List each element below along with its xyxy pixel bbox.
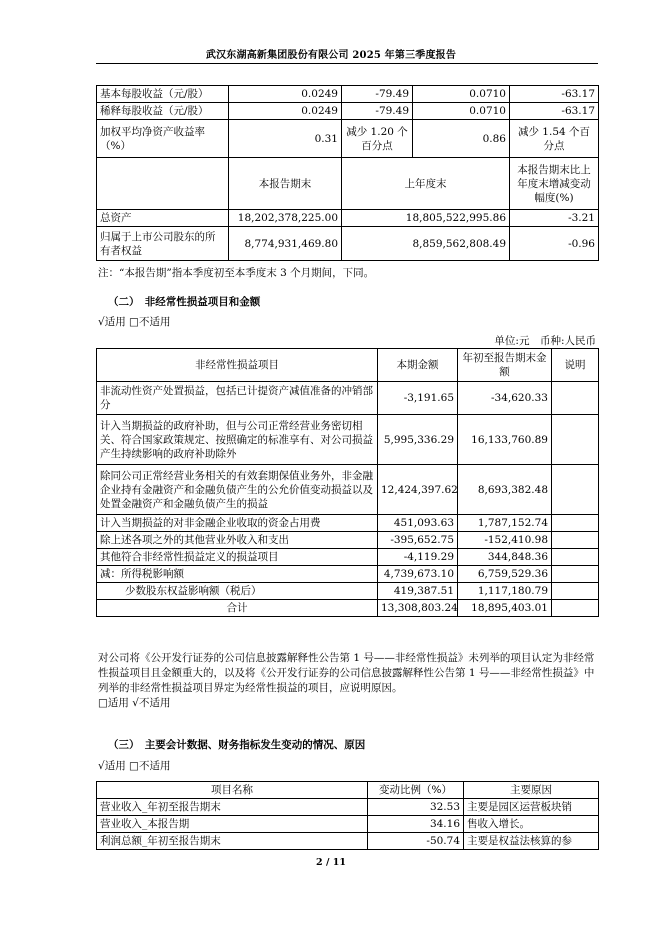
row-label: 加权平均净资产收益率（%） — [97, 120, 229, 158]
item-cell: 减：所得税影响额 — [97, 566, 378, 583]
empty-cell — [552, 532, 599, 549]
cell-value: 32.53 — [368, 799, 464, 816]
cell-value: 4,739,673.10 — [378, 566, 458, 583]
table-header-row — [97, 349, 599, 382]
cell-value: -3.21 — [510, 210, 599, 227]
column-header: 本期金额 — [378, 349, 458, 382]
cell-value: -63.17 — [510, 103, 599, 120]
cell-value: 8,774,931,469.80 — [229, 227, 342, 261]
empty-cell — [552, 465, 599, 515]
cell-value: 18,805,522,995.86 — [342, 210, 510, 227]
item-cell: 除同公司正常经营业务相关的有效套期保值业务外，非金融企业持有金融资产和金融负债产生的公允价值变动损益以及处置金融资产和金融负债产生的损益 — [97, 465, 378, 515]
empty-cell — [552, 583, 599, 600]
row-label: 稀释每股收益（元/股） — [97, 103, 229, 120]
cell-value: -3,191.65 — [378, 382, 458, 415]
page-header-title: 武汉东湖高新集团股份有限公司 2025 年第三季度报告 — [205, 50, 457, 61]
column-header: 本报告期末 — [229, 158, 342, 210]
item-cell: 计入当期损益的对非金融企业收取的资金占用费 — [97, 515, 378, 532]
cell-value: 1,117,180.79 — [458, 583, 552, 600]
cell-value: 344,848.36 — [458, 549, 552, 566]
cell-value: -63.17 — [510, 86, 599, 103]
item-cell: 利润总额_年初至报告期末 — [97, 833, 368, 850]
cell-value: -395,652.75 — [378, 532, 458, 549]
section-title-changes: （三） 主要会计数据、财务指标发生变动的情况、原因 — [108, 739, 366, 751]
table-header-row — [97, 158, 599, 210]
table-row — [97, 382, 599, 415]
column-header: 变动比例（%） — [368, 782, 464, 799]
cell-value: -34,620.33 — [458, 382, 552, 415]
reason-cell: 售收入增长。 — [464, 816, 599, 833]
table-row — [97, 583, 599, 600]
empty-cell — [552, 600, 599, 617]
empty-cell — [552, 515, 599, 532]
column-header: 非经常性损益项目 — [97, 349, 378, 382]
cell-value: -4,119.29 — [378, 549, 458, 566]
cell-value: 0.86 — [413, 120, 510, 158]
table-row — [97, 120, 599, 158]
table-row — [97, 532, 599, 549]
cell-value: 1,787,152.74 — [458, 515, 552, 532]
cell-value: -152,410.98 — [458, 532, 552, 549]
cell-value: 减少 1.20 个百分点 — [342, 120, 413, 158]
item-cell: 合计 — [97, 600, 378, 617]
cell-value: 5,995,336.29 — [378, 415, 458, 465]
cell-value: 34.16 — [368, 816, 464, 833]
empty-cell — [552, 566, 599, 583]
empty-cell — [552, 415, 599, 465]
cell-value: -79.49 — [342, 103, 413, 120]
cell-value: 419,387.51 — [378, 583, 458, 600]
table-row — [97, 103, 599, 120]
cell-value: 0.0249 — [229, 86, 342, 103]
applicability-check-3: √适用 □不适用 — [98, 760, 171, 772]
table-total-row — [97, 600, 599, 617]
cell-value: 12,424,397.62 — [378, 465, 458, 515]
cell-value: 16,133,760.89 — [458, 415, 552, 465]
item-cell: 计入当期损益的政府补助，但与公司正常经营业务密切相关、符合国家政策规定、按照确定的标准享有、对公司损益产生持续影响的政府补助除外 — [97, 415, 378, 465]
explanation-paragraph: 对公司将《公开发行证券的公司信息披露解释性公告第 1 号——非经常性损益》未列举的项目认定为非经常性损益项目且金额重大的，以及将《公开发行证券的公司信息披露解释性公告第 1 号——非经常性损益》中列举的非经常性损益项目界定为经常性损益的项目，应说明原因。 — [98, 652, 595, 694]
cell-value: 13,308,803.24 — [378, 600, 458, 617]
key-metrics-table — [96, 85, 599, 261]
cell-value: 0.0710 — [413, 103, 510, 120]
row-label: 总资产 — [97, 210, 229, 227]
row-label: 基本每股收益（元/股） — [97, 86, 229, 103]
column-header: 上年度末 — [342, 158, 510, 210]
cell-value: 0.0710 — [413, 86, 510, 103]
table-row — [97, 227, 599, 261]
item-cell: 少数股东权益影响额（税后） — [97, 583, 378, 600]
table-row — [97, 515, 599, 532]
table-row — [97, 549, 599, 566]
empty-cell — [97, 158, 229, 210]
column-header: 本报告期末比上年度末增减变动幅度(%) — [510, 158, 599, 210]
column-header: 年初至报告期末金额 — [458, 349, 552, 382]
item-cell: 营业收入_本报告期 — [97, 816, 368, 833]
cell-value: 8,859,562,808.49 — [342, 227, 510, 261]
table-row — [97, 566, 599, 583]
table-row — [97, 816, 599, 833]
header-rule — [96, 63, 598, 64]
cell-value: 18,202,378,225.00 — [229, 210, 342, 227]
row-label: 归属于上市公司股东的所有者权益 — [97, 227, 229, 261]
section-title-nonrecurring: （二） 非经常性损益项目和金额 — [108, 296, 261, 308]
item-cell: 除上述各项之外的其他营业外收入和支出 — [97, 532, 378, 549]
applicability-check: √适用 □不适用 — [98, 316, 171, 328]
reason-cell: 主要是园区运营板块销 — [464, 799, 599, 816]
cell-value: -79.49 — [342, 86, 413, 103]
item-cell: 非流动性资产处置损益，包括已计提资产减值准备的冲销部分 — [97, 382, 378, 415]
table-row — [97, 799, 599, 816]
page-number: 2 / 11 — [316, 857, 346, 868]
table-row — [97, 210, 599, 227]
cell-value: 减少 1.54 个百分点 — [510, 120, 599, 158]
cell-value: 0.0249 — [229, 103, 342, 120]
applicability-check-2: □适用 √不适用 — [98, 697, 171, 709]
table-row — [97, 415, 599, 465]
empty-cell — [552, 549, 599, 566]
column-header: 项目名称 — [97, 782, 368, 799]
item-cell: 其他符合非经常性损益定义的损益项目 — [97, 549, 378, 566]
cell-value: 8,693,382.48 — [458, 465, 552, 515]
column-header: 说明 — [552, 349, 599, 382]
cell-value: 0.31 — [229, 120, 342, 158]
table-row — [97, 86, 599, 103]
cell-value: 451,093.63 — [378, 515, 458, 532]
reason-cell: 主要是权益法核算的参 — [464, 833, 599, 850]
cell-value: -0.96 — [510, 227, 599, 261]
cell-value: -50.74 — [368, 833, 464, 850]
cell-value: 6,759,529.36 — [458, 566, 552, 583]
column-header: 主要原因 — [464, 782, 599, 799]
table-header-row — [97, 782, 599, 799]
cell-value: 18,895,403.01 — [458, 600, 552, 617]
changes-table — [96, 781, 599, 850]
table-note: 注：“本报告期”指本季度初至本季度末 3 个月期间，下同。 — [98, 267, 375, 279]
table-row — [97, 833, 599, 850]
item-cell: 营业收入_年初至报告期末 — [97, 799, 368, 816]
unit-label: 单位:元 币种:人民币 — [494, 335, 596, 347]
nonrecurring-table — [96, 348, 599, 617]
empty-cell — [552, 382, 599, 415]
table-row — [97, 465, 599, 515]
